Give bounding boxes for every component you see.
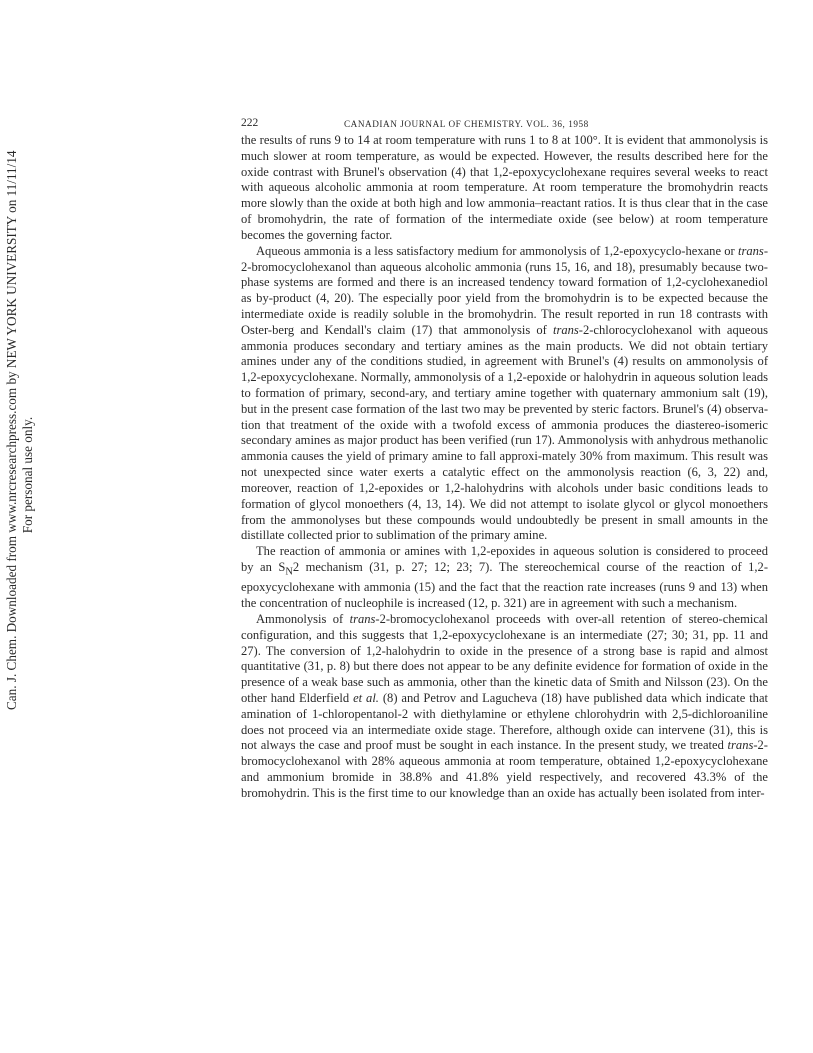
italic-trans: trans [552,322,579,337]
article-body [241,133,768,802]
paragraph-1-text: the results of runs 9 to 14 at room temperature with runs 1 to 8 at 100°. It is evident that ammonolysis is much slower at room temperature, as would be expected. However, the results described here for the oxide contrast with Brunel's observation (4) that 1,2-epoxycyclohexane requires several weeks to react with aqueous alcoholic ammonia at room temperature. At room temperature the bromohydrin reacts more slowly than the oxide at both high and low ammonia–reactant ratios. It is thus clear that in the case of bromohydrin, the rate of formation of the intermediate oxide (see below) at room temperature becomes the governing factor. [241,133,768,242]
subscript-n: N [285,566,293,578]
download-notice-sidebar [4,150,56,710]
italic-et-al: et al. [353,690,379,705]
page-header [241,116,768,130]
paragraph-2-text-b: -2-bromocyclohexanol than aqueous alcoholic ammonia (runs 15, 16, and 18), presumably because two-phase systems are formed and there is an increased tendency toward formation of 1,2-cyclohexanediol as by-product (4, 20). The especially poor yield from the bromohydrin is to be expected because the intermediate oxide is readily soluble in the bromohydrin. The result reported in run 18 contrasts with Oster-berg and Kendall's claim (17) that ammonolysis of [241,243,768,337]
paragraph-2-text-a: Aqueous ammonia is a less satisfactory medium for ammonolysis of 1,2-epoxycyclo-hexane or [256,243,738,258]
paragraph-3-text-b: 2 mechanism (31, p. 27; 12; 23; 7). The stereochemical course of the reaction of 1,2-epoxycyclohexane with ammonia (15) and the fact that the reaction rate increases (runs 9 and 13) when the concentration of nucleophile is increased (12, p. 321) are in agreement with such a mechanism. [241,559,768,611]
italic-trans: trans [738,243,764,258]
paragraph-3-text-a: The reaction of ammonia or amines with 1,2-epoxides in aqueous solution is considered to proceed by an S [241,544,768,574]
download-notice-line: Can. J. Chem. Downloaded from www.nrcresearchpress.com by NEW YORK UNIVERSITY on 11/11/14 [4,150,19,710]
paragraph-3 [241,544,768,612]
italic-trans: trans [349,611,376,626]
paragraph-4 [241,612,768,802]
running-head: CANADIAN JOURNAL OF CHEMISTRY. VOL. 36, 1958 [344,119,589,129]
download-notice-text [4,150,56,710]
personal-use-notice: For personal use only. [20,416,35,534]
paragraph-1 [241,133,768,244]
paragraph-4-text-b: -2-bromocyclohexanol proceeds with over-all retention of stereo-chemical configuration, and this suggests that 1,2-epoxycyclohexane is an intermediate (27; 30; 31, pp. 11 and 27). The conversion of 1,2-halohydrin to oxide in the presence of a strong base is rapid and almost quantitative (31, p. 8) but there does not appear to be any definite evidence for formation of oxide in the presence of a weak base such as ammonia, other than the kinetic data of Smith and Nilsson (23). On the other hand Elderfield [241,611,768,705]
paragraph-2 [241,244,768,544]
paragraph-4-text-c: (8) and Petrov and Lagucheva (18) have published data which indicate that amination of 1-chloropentanol-2 with diethylamine or ethylene chlorohydrin with 2,5-dichloroaniline does not proceed via an intermediate oxide stage. Therefore, although oxide can intervene (31), this is not always the case and proof must be sought in each instance. In the present study, we treated [241,690,769,753]
paragraph-4-text-a: Ammonolysis of [256,611,350,626]
paragraph-4-text-d: -2-bromocyclohexanol with 28% aqueous ammonia at room temperature, obtained 1,2-epoxycyclohexane and ammonium bromide in 38.8% and 41.8% yield respectively, and recovered 43.3% of the bromohydrin. This is the first time to our knowledge than an oxide has actually been isolated from inter- [241,738,768,800]
page-number: 222 [241,117,259,129]
paragraph-2-text-c: -2-chlorocyclohexanol with aqueous ammonia produces secondary and tertiary amines as the main products. We did not obtain tertiary amines under any of the conditions studied, in agreement with Brunel's (4) results on ammonolysis of 1,2-epoxycyclohexane. Normally, ammonolysis of a 1,2-epoxide or halohydrin in aqueous solution leads to formation of primary, second-ary, and tertiary amine together with quaternary ammonium salt (19), but in the present case formation of the last two may be prevented by steric factors. Brunel's (4) observa-tion that treatment of the oxide with a twofold excess of ammonia produces the diastereo-isomeric secondary amines as major product has been verified (run 17). Ammonolysis with anhydrous methanolic ammonia causes the yield of primary amine to fall approxi-mately 30% from maximum. This result was not unexpected since water exerts a catalytic effect on the ammonolysis reaction (6, 3, 22) and, moreover, reaction of 1,2-epoxides or 1,2-halohydrins with alcohols under basic conditions leads to formation of glycol monoethers (4, 13, 14). We did not attempt to isolate glycol or glycol monoethers from the ammonolyses but these compounds would undoubtedly be present in small amounts in the distillate collected prior to sublimation of the primary amine. [241,322,769,543]
italic-trans: trans [727,738,754,753]
